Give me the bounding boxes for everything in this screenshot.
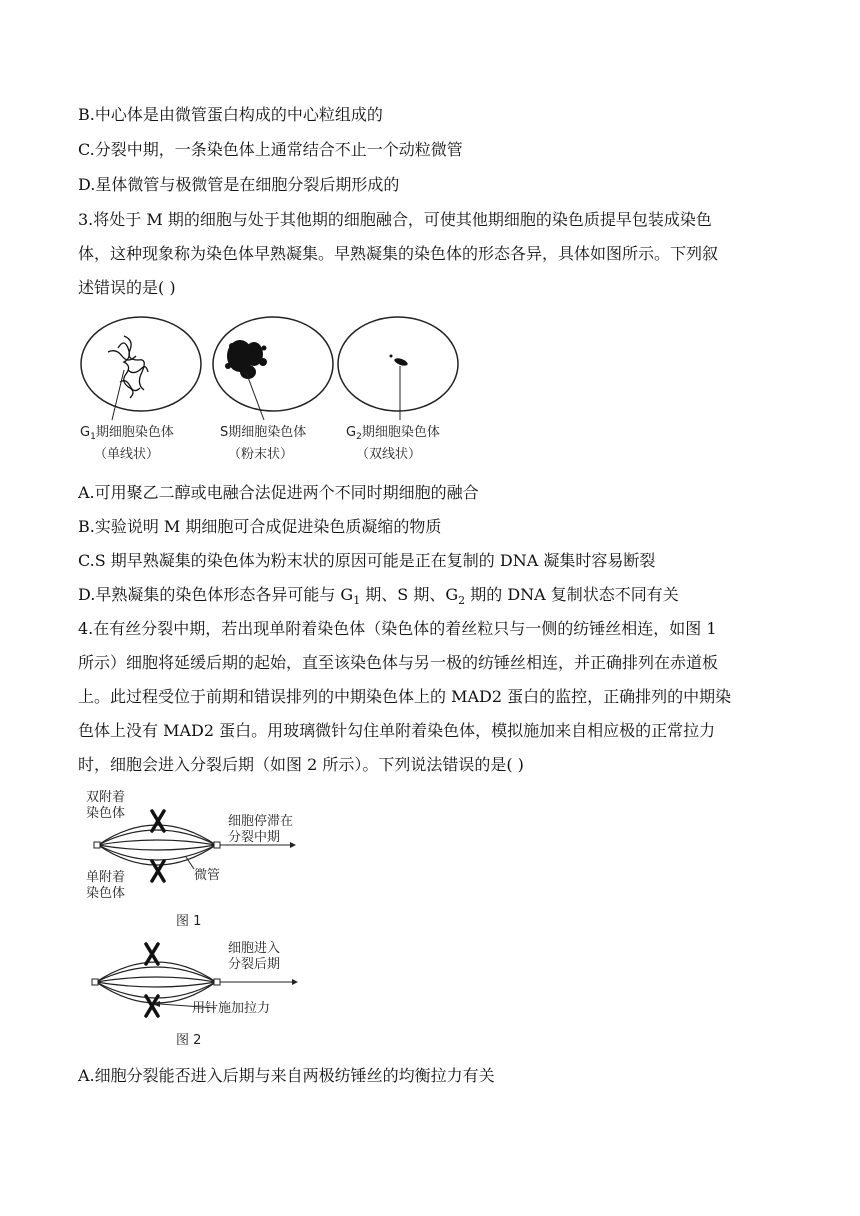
q3-option-d-part3: 期的 DNA 复制状态不同有关 [465, 585, 679, 604]
spindle-fibers-1 [98, 825, 216, 865]
g1-chromosome-single-thread [108, 336, 148, 398]
q4-option-a: A.细胞分裂能否进入后期与来自两极纺锤丝的均衡拉力有关 [78, 1066, 495, 1085]
enter-label-2: 分裂后期 [228, 957, 281, 972]
question-4-line-1: 4.在有丝分裂中期，若出现单附着染色体（染色体的着丝粒只与一侧的纺锤丝相连，如图 1 [78, 619, 717, 638]
stall-label-2: 分裂中期 [228, 830, 281, 845]
enter-label-1: 细胞进入 [228, 941, 281, 956]
option-c: C.分裂中期，一条染色体上通常结合不止一个动粒微管 [78, 140, 463, 159]
q3-option-a: A.可用聚乙二醇或电融合法促进两个不同时期细胞的融合 [78, 483, 479, 502]
double-attached-label-1: 双附着 [86, 790, 126, 805]
g2-cell [338, 317, 458, 411]
option-d: D.星体微管与极微管是在细胞分裂后期形成的 [78, 175, 400, 194]
g2-caption: $G_2$期细胞染色体 [346, 425, 440, 442]
single-attached-label-2: 染色体 [86, 886, 126, 901]
spindle-figure-1 [82, 785, 322, 935]
figure-1-caption: 图 1 [176, 914, 202, 929]
double-attached-chromosome [152, 811, 164, 831]
chromosome-condensation-figure [78, 310, 468, 470]
question-4-line-4: 色体上没有 MAD2 蛋白。用玻璃微针勾住单附着染色体，模拟施加来自相应极的正常拉力 [78, 721, 716, 740]
chromosome-bottom-2 [146, 996, 158, 1016]
q3-option-d-part2: 期、S 期、G [360, 585, 459, 604]
s-pointer-line [246, 372, 264, 420]
right-pole-2 [214, 979, 220, 985]
question-3-line-3: 述错误的是( ) [78, 278, 176, 297]
left-pole-2 [92, 979, 98, 985]
figure-2-caption: 图 2 [176, 1033, 202, 1048]
question-4-line-5: 时，细胞会进入分裂后期（如图 2 所示）。下列说法错误的是( ) [78, 755, 524, 774]
question-4-line-2: 所示）细胞将延缓后期的起始，直至该染色体与另一极的纺锤丝相连，并正确排列在赤道板 [78, 653, 719, 672]
q3-option-c: C.S 期早熟凝集的染色体为粉末状的原因可能是正在复制的 DNA 凝集时容易断裂 [78, 551, 656, 570]
q3-option-d-sub2: 2 [458, 594, 466, 608]
left-pole-1 [94, 842, 100, 848]
s-form-caption: （粉末状） [228, 447, 294, 462]
g1-form-caption: （单线状） [94, 447, 160, 462]
double-attached-label-2: 染色体 [86, 806, 126, 821]
spindle-figure-2 [82, 938, 322, 1050]
chromosome-top-2 [146, 944, 158, 964]
g1-cell [81, 317, 201, 411]
question-4-line-3: 上。此过程受位于前期和错误排列的中期染色体上的 MAD2 蛋白的监控，正确排列的中期染 [78, 687, 732, 706]
q3-option-b: B.实验说明 M 期细胞可合成促进染色质凝缩的物质 [78, 517, 442, 536]
right-pole-1 [214, 842, 220, 848]
q3-option-d [78, 585, 679, 611]
q3-option-d-part1: D.早熟凝集的染色体形态各异可能与 G [78, 585, 354, 604]
single-attached-label-1: 单附着 [86, 870, 126, 885]
q3-option-d-sub1: 1 [353, 594, 361, 608]
g2-form-caption: （双线状） [356, 447, 422, 462]
g2-chromosome-double-thread [390, 355, 409, 368]
question-3-line-1: 3.将处于 M 期的细胞与处于其他期的细胞融合，可使其他期细胞的染色质提早包装成染色 [78, 210, 712, 229]
stall-label-1: 细胞停滞在 [228, 814, 294, 829]
question-3-line-2: 体，这种现象称为染色体早熟凝集。早熟凝集的染色体的形态各异，具体如图所示。下列叙 [78, 244, 719, 263]
microtubule-label: 微管 [194, 868, 221, 883]
g1-caption: $G_1$期细胞染色体 [80, 425, 174, 442]
s-caption: S期细胞染色体 [220, 425, 307, 440]
stall-arrowhead [290, 842, 296, 848]
g1-pointer-line [112, 370, 124, 420]
option-b: B.中心体是由微管蛋白构成的中心粒组成的 [78, 105, 383, 124]
needle-label: 用针施加拉力 [192, 1001, 271, 1016]
single-attached-chromosome [152, 861, 164, 881]
enter-anaphase-arrowhead [292, 979, 298, 985]
